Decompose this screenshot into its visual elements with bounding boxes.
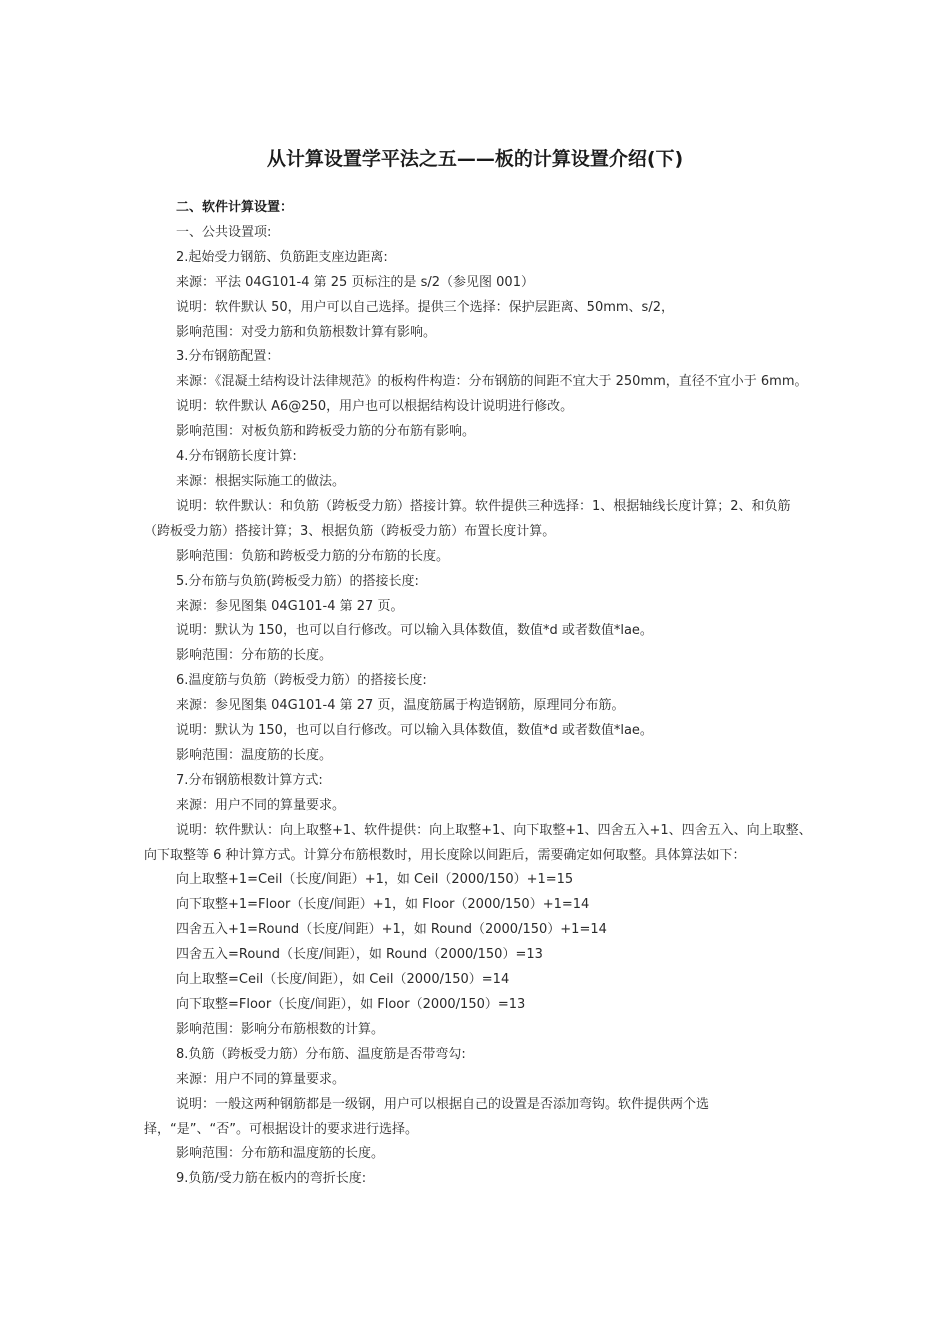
- paragraph: 影响范围：温度筋的长度。: [176, 747, 333, 763]
- paragraph: 影响范围：分布筋和温度筋的长度。: [176, 1146, 385, 1162]
- paragraph: 影响范围：对板负筋和跨板受力筋的分布筋有影响。: [176, 424, 476, 440]
- paragraph: 一、公共设置项:: [176, 224, 272, 240]
- paragraph: 向上取整=Ceil（长度/间距），如 Ceil（2000/150）=14: [176, 972, 510, 988]
- document-body: [144, 196, 812, 1192]
- paragraph: 说明：软件默认：和负筋（跨板受力筋）搭接计算。软件提供三种选择：1、根据轴线长度计算；2、和负筋（跨板受力筋）搭接计算；3、根据负筋（跨板受力筋）布置长度计算。: [144, 498, 791, 539]
- paragraph: 说明：软件默认 A6@250，用户也可以根据结构设计说明进行修改。: [176, 399, 574, 415]
- paragraph: 来源：平法 04G101-4 第 25 页标注的是 s/2（参见图 001）: [176, 274, 534, 290]
- paragraph: 来源：用户不同的算量要求。: [176, 797, 346, 813]
- paragraph: 8.负筋（跨板受力筋）分布筋、温度筋是否带弯勾:: [176, 1046, 466, 1062]
- paragraph: 来源：《混凝土结构设计法律规范》的板构件构造：分布钢筋的间距不宜大于 250mm，直径不宜小于 6mm。: [176, 374, 808, 390]
- paragraph: 2.起始受力钢筋、负筋距支座边距离:: [176, 249, 388, 265]
- paragraph: 向下取整+1=Floor（长度/间距）+1，如 Floor（2000/150）+1=14: [176, 897, 590, 913]
- paragraph: 来源：参见图集 04G101-4 第 27 页，温度筋属于构造钢筋，原理同分布筋。: [176, 698, 625, 714]
- paragraph: 说明：一般这两种钢筋都是一级钢，用户可以根据自己的设置是否添加弯钩。软件提供两个选择，“是”、“否”。可根据设计的要求进行选择。: [144, 1096, 710, 1137]
- section-heading: 二、软件计算设置：: [176, 200, 294, 215]
- paragraph: 四舍五入+1=Round（长度/间距）+1，如 Round（2000/150）+1=14: [176, 922, 607, 938]
- paragraph: 5.分布筋与负筋(跨板受力筋）的搭接长度:: [176, 573, 419, 589]
- document-title: 从计算设置学平法之五——板的计算设置介绍(下): [266, 148, 684, 170]
- paragraph: 9.负筋/受力筋在板内的弯折长度:: [176, 1171, 367, 1187]
- paragraph: 影响范围：影响分布筋根数的计算。: [176, 1021, 385, 1037]
- paragraph: 影响范围：负筋和跨板受力筋的分布筋的长度。: [176, 548, 450, 564]
- paragraph: 四舍五入=Round（长度/间距），如 Round（2000/150）=13: [176, 947, 543, 963]
- paragraph: 向上取整+1=Ceil（长度/间距）+1，如 Ceil（2000/150）+1=15: [176, 872, 574, 888]
- paragraph: 来源：用户不同的算量要求。: [176, 1071, 346, 1087]
- paragraph: 6.温度筋与负筋（跨板受力筋）的搭接长度:: [176, 673, 427, 689]
- paragraph: 说明：默认为 150，也可以自行修改。可以输入具体数值，数值*d 或者数值*lae。: [176, 723, 653, 739]
- paragraph: 说明：默认为 150，也可以自行修改。可以输入具体数值，数值*d 或者数值*lae。: [176, 623, 653, 639]
- paragraph: 3.分布钢筋配置：: [176, 349, 280, 365]
- paragraph: 来源：根据实际施工的做法。: [176, 473, 346, 489]
- paragraph: 4.分布钢筋长度计算:: [176, 449, 297, 465]
- paragraph: 影响范围：对受力筋和负筋根数计算有影响。: [176, 324, 437, 340]
- paragraph: 7.分布钢筋根数计算方式:: [176, 772, 323, 788]
- paragraph: 向下取整=Floor（长度/间距），如 Floor（2000/150）=13: [176, 997, 526, 1012]
- paragraph: 说明：软件默认：向上取整+1、软件提供：向上取整+1、向下取整+1、四舍五入+1、四舍五入、向上取整、向下取整等 6 种计算方式。计算分布筋根数时，用长度除以间距后，需要确定如何取整。具体算法如下：: [144, 822, 812, 863]
- paragraph: 影响范围：分布筋的长度。: [176, 648, 333, 664]
- paragraph: 说明：软件默认 50，用户可以自己选择。提供三个选择：保护层距离、50mm、s/2，: [176, 299, 674, 315]
- paragraph: 来源：参见图集 04G101-4 第 27 页。: [176, 598, 404, 614]
